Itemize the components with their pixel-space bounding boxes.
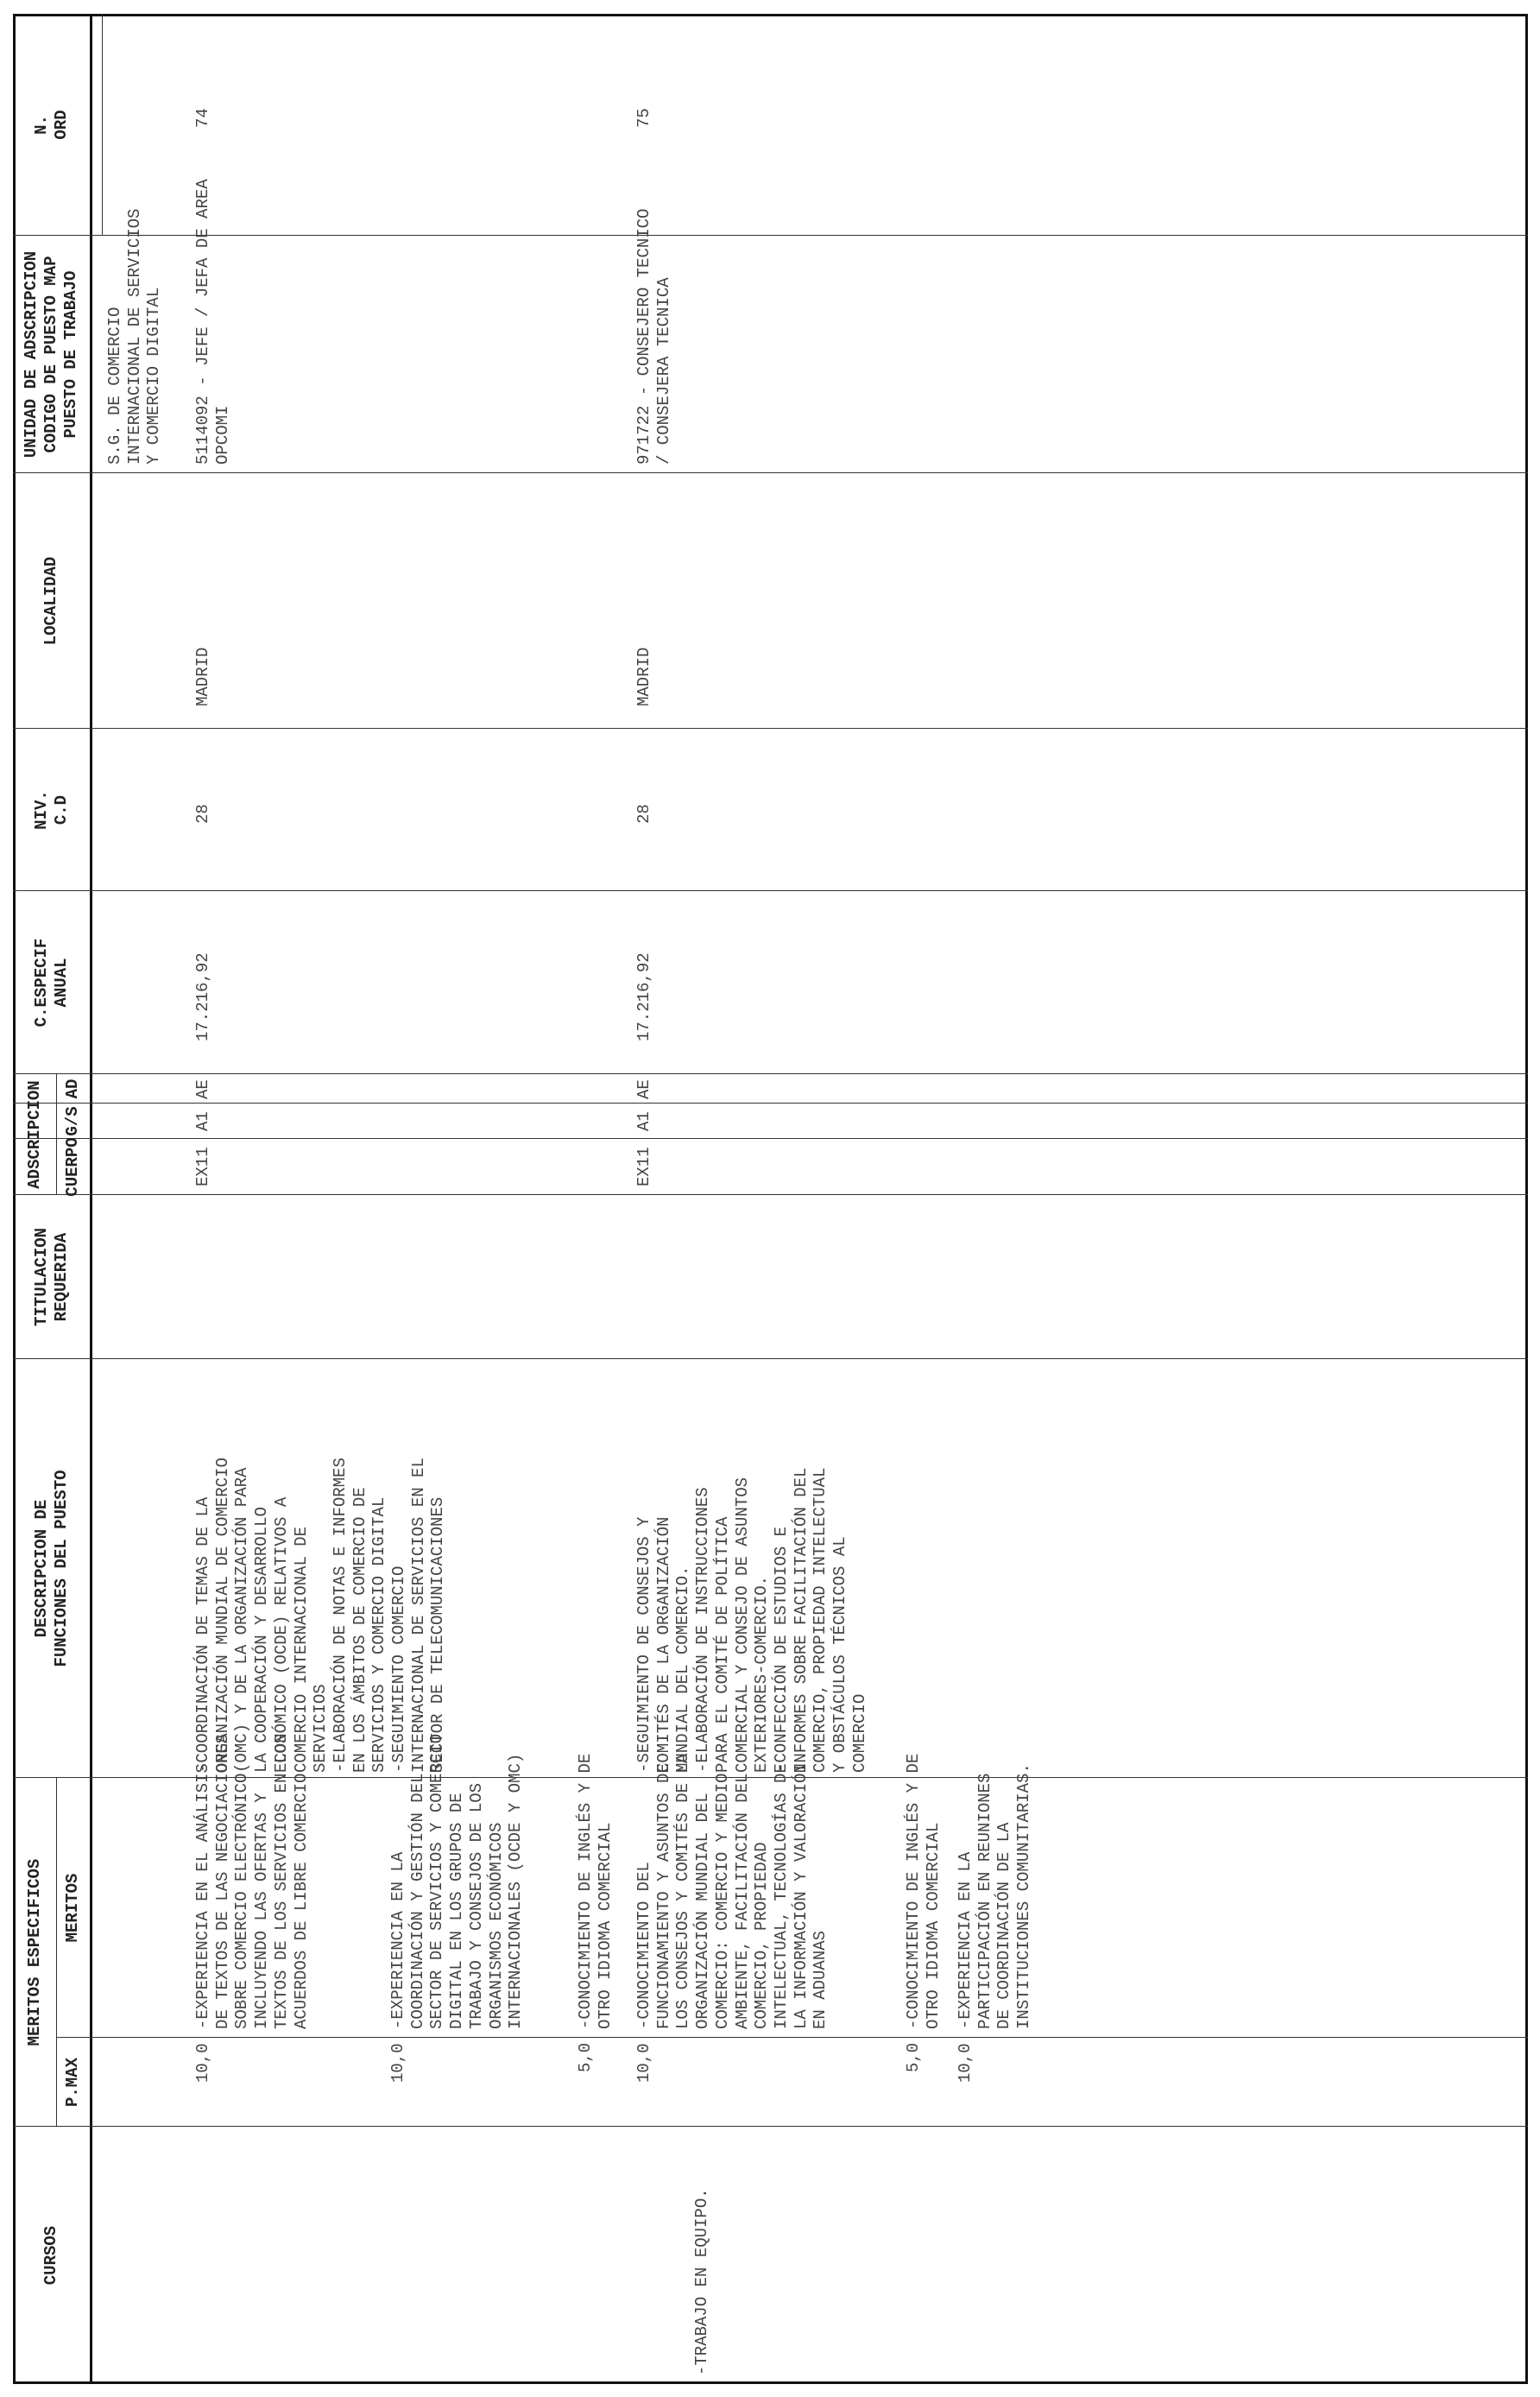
- header-ad: AD: [63, 1078, 82, 1099]
- row-74-merito-1-pmax: 10,0: [193, 2043, 212, 2083]
- row-75-merito-1: -CONOCIMIENTO DEL FUNCIONAMIENTO Y ASUNTOS DE LOS CONSEJOS Y COMITÉS DE LA ORGANIZACIÓN MUNDIAL DEL COMERCIO: COMERCIO Y MEDIO AMBIENTE, FACILITACIÓN DEL COMERCIO, PROPIEDAD INTELECTUAL, TECNOLOGÍAS DE LA INFORMACIÓN Y VALORACIÓN EN ADUANAS: [634, 1753, 830, 2029]
- header-meritos-especificos: MERITOS ESPECIFICOS: [24, 1858, 44, 2046]
- row-75-niv: 28: [634, 804, 653, 824]
- row-75-merito-3-pmax: 10,0: [956, 2043, 975, 2083]
- header-cursos: CURSOS: [41, 2225, 60, 2286]
- header-descripcion: DESCRIPCION DE FUNCIONES DEL PUESTO: [31, 1470, 71, 1667]
- row-74-ad: AE: [193, 1079, 212, 1099]
- col-sep-titulacion: [13, 1358, 1528, 1359]
- row-74-merito-2-pmax: 10,0: [388, 2043, 407, 2083]
- row-74-cuerpo: EX11: [193, 1147, 212, 1186]
- header-n-ord: N. ORD: [31, 110, 71, 140]
- header-adscripcion: ADSCRIPCION: [24, 1080, 44, 1189]
- row-75-puesto: 971722 - CONSEJERO TECNICO / CONSEJERA TECNICA: [634, 208, 673, 465]
- header-niv: NIV. C.D: [31, 790, 71, 830]
- row-74-merito-2: -EXPERIENCIA EN LA COORDINACIÓN Y GESTIÓN DEL SECTOR DE SERVICIOS Y COMERCIO DIGITAL EN LOS GRUPOS DE TRABAJO Y CONSEJOS DE LOS ORGANISMOS ECONÓMICOS INTERNACIONALES (OCDE Y OMC): [388, 1733, 526, 2029]
- row-75-merito-2-pmax: 5,0: [904, 2042, 923, 2072]
- col-sep-ad: [13, 1103, 1528, 1104]
- row-75-cuerpo: EX11: [634, 1147, 653, 1186]
- col-sep-unidad: [13, 472, 1528, 473]
- row-74-puesto: 5114092 - JEFE / JEFA DE AREA OPCOMI: [193, 179, 232, 465]
- col-sep-meritos: [13, 2126, 1528, 2127]
- col-sep-cuerpo: [13, 1194, 1528, 1195]
- row-75-localidad: MADRID: [634, 647, 653, 706]
- row-75-ad: AE: [634, 1079, 653, 1099]
- row-75-descripcion: -SEGUIMIENTO DE CONSEJOS Y COMITÉS DE LA ORGANIZACIÓN MUNDIAL DEL COMERCIO. -ELABORACIÓN DE INSTRUCCIONES PARA EL COMITÉ DE POLÍTICA COMERCIAL Y CONSEJO DE ASUNTOS EXTERIORES-COMERCIO. -CONFECCIÓN DE ESTUDIOS E INFORMES SOBRE FACILITACIÓN DEL COMERCIO, PROPIEDAD INTELECTUAL Y OBSTÁCULOS TÉCNICOS AL COMERCIO: [634, 1467, 869, 1773]
- row-74-descripcion: -COORDINACIÓN DE TEMAS DE LA ORGANIZACIÓN MUNDIAL DE COMERCIO (OMC) Y DE LA ORGANIZACIÓN PARA LA COOPERACIÓN Y DESARROLLO ECONÓMICO (OCDE) RELATIVOS A COMERCIO INTERNACIONAL DE SERVICIOS -ELABORACIÓN DE NOTAS E INFORMES EN LOS ÁMBITOS DE COMERCIO DE SERVICIOS Y COMERCIO DIGITAL -SEGUIMIENTO COMERCIO INTERNACIONAL DE SERVICIOS EN EL SECTOR DE TELECOMUNICACIONES: [193, 1458, 448, 1773]
- col-sep-pmax: [56, 2037, 1528, 2038]
- header-meritos: MERITOS: [63, 1873, 82, 1943]
- unit-name: S.G. DE COMERCIO INTERNACIONAL DE SERVICIOS Y COMERCIO DIGITAL: [105, 208, 164, 465]
- header-sub-rule: [102, 14, 103, 236]
- header-c-especif: C.ESPECIF ANUAL: [31, 938, 71, 1028]
- header-unidad: UNIDAD DE ADSCRIPCION CODIGO DE PUESTO MAP PUESTO DE TRABAJO: [22, 250, 80, 459]
- header-p-max: P.MAX: [63, 2058, 82, 2108]
- col-sep-nord: [13, 235, 1528, 236]
- col-sep-niv: [13, 890, 1528, 891]
- header-gs: G/S: [63, 1106, 82, 1136]
- row-74-gs: A1: [193, 1111, 212, 1131]
- header-cuerpo: CUERPO: [63, 1137, 82, 1197]
- col-sep-gs: [13, 1138, 1528, 1139]
- row-74-n-ord: 74: [193, 108, 212, 128]
- header-titulacion: TITULACION REQUERIDA: [31, 1227, 71, 1327]
- header-bottom-rule: [90, 14, 92, 2384]
- row-74-c-especif: 17.216,92: [193, 952, 212, 1041]
- row-75-merito-1-pmax: 10,0: [634, 2043, 653, 2083]
- row-74-merito-1: -EXPERIENCIA EN EL ANÁLISIS DE TEXTOS DE LAS NEGOCIACIONES SOBRE COMERCIO ELECTRÓNICO INCLUYENDO LAS OFERTAS Y TEXTOS DE LOS SERVICIOS EN LOS ACUERDOS DE LIBRE COMERCIO: [193, 1733, 311, 2029]
- row-74-merito-3: -CONOCIMIENTO DE INGLÉS Y DE OTRO IDIOMA COMERCIAL: [576, 1753, 615, 2029]
- row-75-n-ord: 75: [634, 108, 653, 128]
- row-75-merito-3: -EXPERIENCIA EN LA PARTICIPACIÓN EN REUNIONES DE COORDINACIÓN DE LA INSTITUCIONES COMUNITARIAS.: [956, 1763, 1034, 2029]
- row-75-merito-2: -CONOCIMIENTO DE INGLÉS Y DE OTRO IDIOMA COMERCIAL: [904, 1753, 943, 2029]
- row-74-niv: 28: [193, 804, 212, 824]
- row-75-c-especif: 17.216,92: [634, 952, 653, 1041]
- row-75-cursos: -TRABAJO EN EQUIPO.: [692, 2188, 711, 2375]
- row-74-merito-3-pmax: 5,0: [576, 2042, 595, 2072]
- header-localidad: LOCALIDAD: [41, 556, 60, 646]
- col-sep-cespecif: [13, 1073, 1528, 1074]
- row-74-localidad: MADRID: [193, 647, 212, 706]
- row-75-gs: A1: [634, 1111, 653, 1131]
- col-sep-localidad: [13, 728, 1528, 729]
